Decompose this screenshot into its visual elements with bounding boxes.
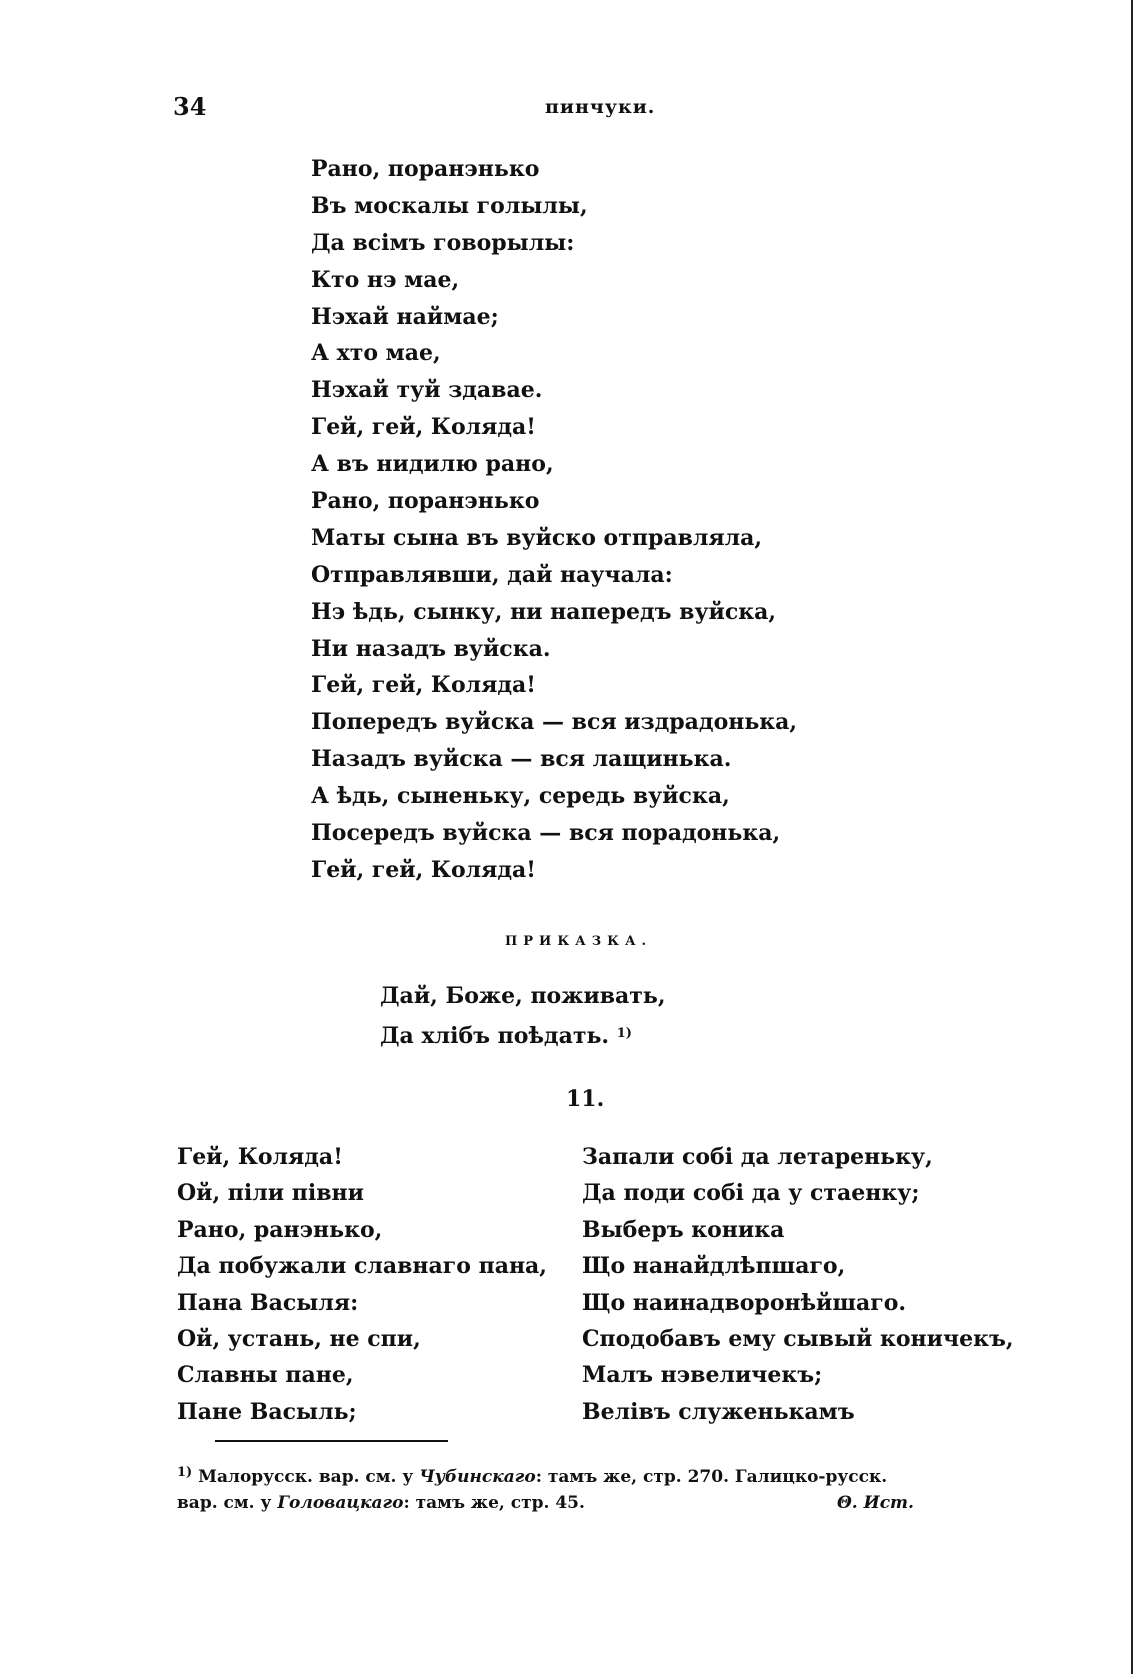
poem-line: А ѣдь, сыненьку, середь вуйска, [311,783,730,810]
song-line: Выберъ коника [582,1216,785,1243]
poem-line: Гей, гей, Коляда! [311,856,536,883]
song-line: Да поди собі да у стаенку; [582,1180,920,1207]
song-line: Да побужали славнаго пана, [177,1253,547,1280]
poem-line: Кто нэ мае, [311,266,460,293]
song-line: Пане Васыль; [177,1398,357,1425]
song-line: Що наинадворонѣйшаго. [582,1289,907,1316]
poem-line: Гей, гей, Коляда! [311,414,536,441]
song-line: Малъ нэвеличекъ; [582,1362,823,1389]
footnote-divider [215,1440,448,1442]
footnote-text: Малорусск. вар. см. у [198,1467,414,1487]
song-line: Що нанайдлѣпшаго, [582,1253,846,1280]
prikazka-line: Дай, Боже, поживать, [380,983,666,1009]
prikazka-title: ПРИКАЗКА. [505,934,653,949]
song-line: Пана Васыля: [177,1289,359,1316]
poem-line: Рано, поранэнько [311,488,540,515]
footnote-line [177,1457,997,1488]
poem-line: Назадъ вуйска — вся лащинька. [311,746,732,773]
poem-line: А хто мае, [311,340,441,367]
footnote [177,1457,997,1519]
song-line: Славны пане, [177,1362,354,1389]
poem-stanza [311,151,797,889]
poem-line: А въ нидилю рано, [311,451,554,478]
song-left-column [177,1139,547,1430]
footnote-author: Головацкаго [277,1493,404,1513]
song-number: 11. [566,1086,605,1112]
song-line: Рано, ранэнько, [177,1216,383,1243]
footnote-mark: 1) [177,1465,193,1480]
song-line: Велівъ служенькамъ [582,1398,855,1425]
song-line: Ой, піли півни [177,1180,364,1207]
page-edge-line [1131,0,1133,1674]
poem-line: Нэхай наймае; [311,303,499,330]
footnote-signature: Θ. Ист. [837,1493,914,1513]
song-line: Гей, Коляда! [177,1144,343,1170]
song-line: Ой, устань, не спи, [177,1325,421,1352]
poem-line: Въ москалы голылы, [311,192,588,219]
poem-line: Маты сына въ вуйско отправляла, [311,524,763,551]
poem-line: Нэхай туй здавае. [311,377,543,404]
footnote-line [177,1488,997,1519]
footnote-text: вар. см. у [177,1493,272,1513]
poem-line: Нэ ѣдь, сынку, ни напередъ вуйска, [311,598,777,625]
poem-line: Попередъ вуйска — вся издрадонька, [311,709,798,736]
footnote-text: : тамъ же, стр. 270. Галицко-русск. [535,1467,888,1487]
prikazka-line [380,1015,666,1052]
poem-line: Гей, гей, Коляда! [311,672,536,699]
poem-line: Отправлявши, дай научала: [311,561,673,588]
song-line: Запали собі да летареньку, [582,1144,933,1170]
page-number: 34 [173,92,207,121]
footnote-text: : тамъ же, стр. 45. [403,1493,585,1513]
prikazka-text [380,978,666,1052]
poem-line: Ни назадъ вуйска. [311,635,551,662]
footnote-author: Чубинскаго [419,1467,536,1487]
running-head: пинчуки. [545,96,656,118]
poem-line: Рано, поранэнько [311,156,540,182]
poem-line: Посередъ вуйска — вся порадонька, [311,820,781,847]
prikazka-line-text: Да хлібъ поѣдать. [380,1023,610,1049]
footnote-reference: 1) [616,1026,632,1041]
poem-line: Да всімъ говорылы: [311,229,575,256]
song-line: Сподобавъ ему сывый коничекъ, [582,1325,1014,1352]
song-right-column [582,1139,1014,1430]
